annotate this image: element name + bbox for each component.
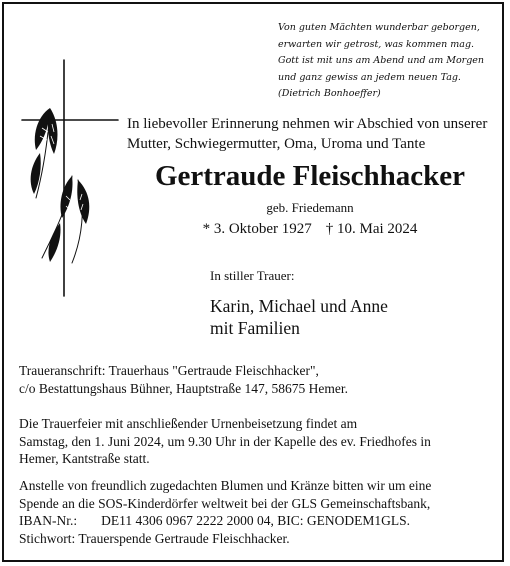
funeral-line: Die Trauerfeier mit anschließender Urnenbeisetzung findet am (19, 416, 358, 431)
donation-line: Anstelle von freundlich zugedachten Blumen und Kränze bitten wir um eine (19, 478, 432, 493)
iban-value: DE11 4306 0967 2222 2000 04, BIC: GENODEM1GLS. (101, 513, 410, 528)
mourning-address (19, 362, 499, 397)
address-line: Traueranschrift: Trauerhaus "Gertraude Fleischhacker", (19, 363, 319, 378)
mourning-label: In stiller Trauer: (210, 268, 295, 283)
mourners-line: mit Familien (210, 318, 300, 338)
address-line: c/o Bestattungshaus Bühner, Hauptstraße 147, 58675 Hemer. (19, 380, 349, 396)
iban-label: IBAN-Nr.: (19, 513, 78, 528)
intro-text (127, 114, 495, 154)
poem (278, 20, 508, 103)
funeral-line: Samstag, den 1. Juni 2024, um 9.30 Uhr in der Kapelle des ev. Friedhofes in (19, 433, 431, 449)
mourners (210, 295, 388, 339)
funeral-info (19, 415, 499, 468)
iban-line (19, 512, 499, 530)
poem-line: erwarten wir getrost, was kommen mag. (278, 38, 475, 50)
maiden-name: geb. Friedemann (266, 200, 354, 215)
poem-line: und ganz gewiss an jedem neuen Tag. (278, 71, 461, 83)
intro-line: In liebevoller Erinnerung nehmen wir Abschied von unserer (127, 116, 488, 132)
poem-author: (Dietrich Bonhoeffer) (278, 88, 381, 99)
cross-with-grain-ears-icon (20, 58, 120, 298)
mourners-line: Karin, Michael und Anne (210, 296, 388, 316)
donation-info (19, 477, 499, 547)
donation-line: Stichwort: Trauerspende Gertraude Fleischhacker. (19, 530, 290, 546)
intro-line: Mutter, Schwiegermutter, Oma, Uroma und Tante (127, 136, 426, 152)
funeral-line: Hemer, Kantstraße statt. (19, 451, 150, 466)
poem-line: Von guten Mächten wunderbar geborgen, (278, 22, 480, 33)
birth-date: * 3. Oktober 1927 (202, 221, 312, 237)
life-dates (120, 221, 500, 238)
death-date: † 10. Mai 2024 (325, 221, 418, 237)
deceased-name: Gertraude Fleischhacker (154, 160, 466, 192)
poem-line: Gott ist mit uns am Abend und am Morgen (278, 55, 485, 66)
donation-line: Spende an die SOS-Kinderdörfer weltweit bei der GLS Gemeinschaftsbank, (19, 495, 431, 511)
